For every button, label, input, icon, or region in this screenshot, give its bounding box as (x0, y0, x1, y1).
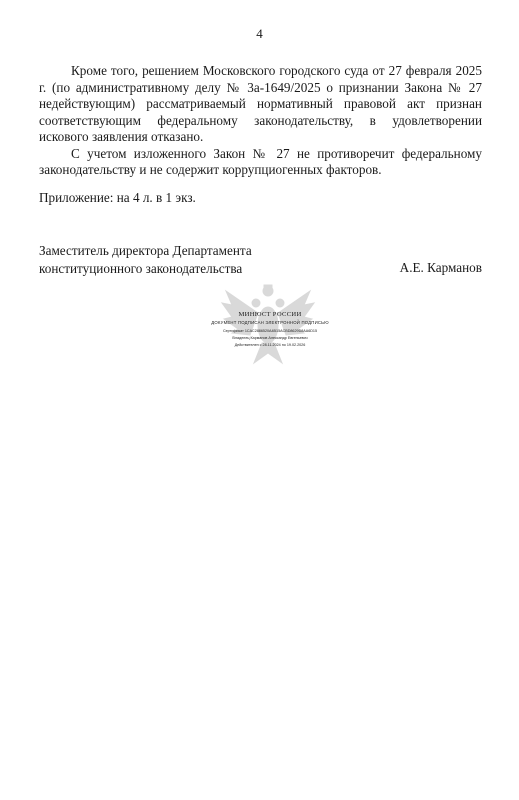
signatory-title-line2: конституционного законодательства (39, 261, 243, 276)
paragraph-court-decision: Кроме того, решением Московского городского суда от 27 февраля 2025 г. (по административному делу № 3а-1649/2025 о признании Закона № 27 недействующим) рассматриваемый нормативный правовой акт признан соответствующим федеральному законодательству, в удовлетворении искового заявления отказано. (39, 63, 482, 144)
appendix-note: Приложение: на 4 л. в 1 экз. (39, 190, 196, 205)
paragraph-conclusion: С учетом изложенного Закон № 27 не противоречит федеральному законодательству и не содержит коррупциогенных факторов. (39, 145, 482, 177)
signatory-name: А.Е. Карманов (399, 260, 482, 275)
body-text (39, 63, 482, 179)
stamp-organization: МИНЮСТ РОССИИ (238, 311, 302, 318)
page-number: 4 (256, 26, 263, 41)
signatory-title (39, 242, 252, 278)
stamp-owner: Владелец Карманов Александр Евгеньевич (232, 336, 308, 340)
stamp-validity: Действителен с 28.11.2024 по 19.02.2026 (234, 343, 306, 347)
stamp-signed-note: ДОКУМЕНТ ПОДПИСАН ЭЛЕКТРОННОЙ ПОДПИСЬЮ (211, 320, 329, 325)
signatory-title-line1: Заместитель директора Департамента (39, 243, 252, 258)
stamp-certificate: Сертификат 1CAC2886520A4B15ACBD8629D8AA6D15 (222, 329, 318, 333)
electronic-signature-stamp (180, 285, 360, 365)
double-headed-eagle-icon (218, 283, 318, 367)
